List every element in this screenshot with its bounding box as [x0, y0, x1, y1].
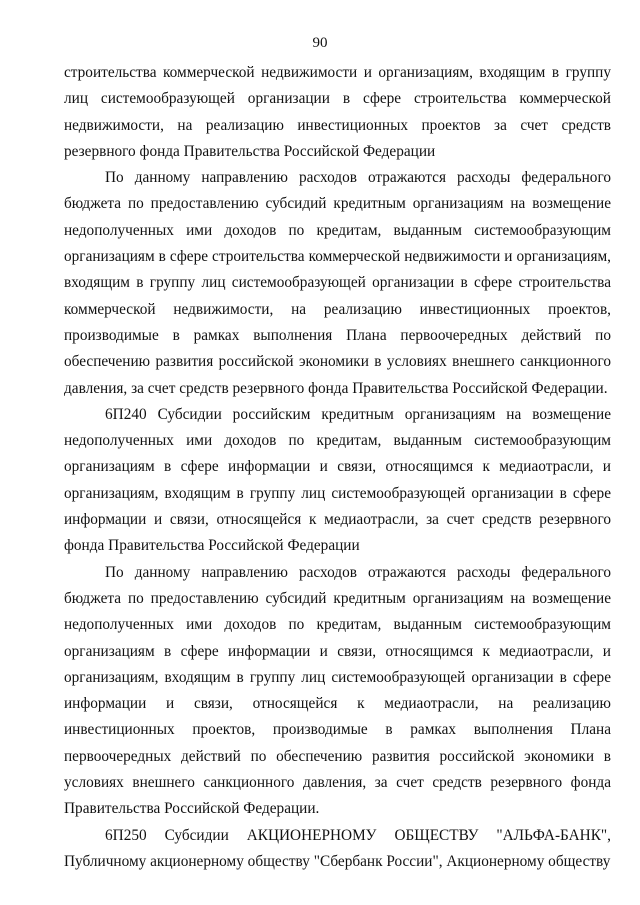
paragraph-expense-description-media: По данному направлению расходов отражаются расходы федерального бюджета по предоставлению субсидий кредитным организациям на возмещение недополученных ими доходов по кредитам, выданным системообразующим организациям в сфере информации и связи, относящимся к медиаотрасли, и организациям, входящим в группу лиц системообразующей организации в сфере информации и связи, относящейся к медиаотрасли, на реализацию инвестиционных проектов, производимые в рамках выполнения Плана первоочередных действий по обеспечению развития российской экономики в условиях внешнего санкционного давления, за счет средств резервного фонда Правительства Российской Федерации.: [64, 563, 611, 818]
paragraph-code-6p240-heading: 6П240 Субсидии российским кредитным организациям на возмещение недополученных ими доходов по кредитам, выданным системообразующим организациям в сфере информации и связи, относящимся к медиаотрасли, и организациям, входящим в группу лиц системообразующей организации в сфере информации и связи, относящейся к медиаотрасли, за счет средств резервного фонда Правительства Российской Федерации: [64, 405, 611, 555]
paragraph-expense-description-commercial-real-estate: По данному направлению расходов отражаются расходы федерального бюджета по предоставлению субсидий кредитным организациям на возмещение недополученных ими доходов по кредитам, выданным системообразующим организациям в сфере строительства коммерческой недвижимости и организациям, входящим в группу лиц системообразующей организации в сфере строительства коммерческой недвижимости, на реализацию инвестиционных проектов, производимые в рамках выполнения Плана первоочередных действий по обеспечению развития российской экономики в условиях внешнего санкционного давления, за счет средств резервного фонда Правительства Российской Федерации.: [64, 169, 611, 397]
paragraph-continuation: строительства коммерческой недвижимости и организациям, входящим в группу лиц системообразующей организации в сфере строительства коммерческой недвижимости, на реализацию инвестиционных проектов за счет средств резервного фонда Правительства Российской Федерации: [64, 64, 611, 160]
paragraph-code-6p250-heading: 6П250 Субсидии АКЦИОНЕРНОМУ ОБЩЕСТВУ "АЛЬФА-БАНК", Публичному акционерному обществу "Сбербанк России", Акционерному обществу: [64, 826, 611, 870]
page-number: 90: [312, 35, 328, 51]
document-body: [64, 60, 611, 875]
